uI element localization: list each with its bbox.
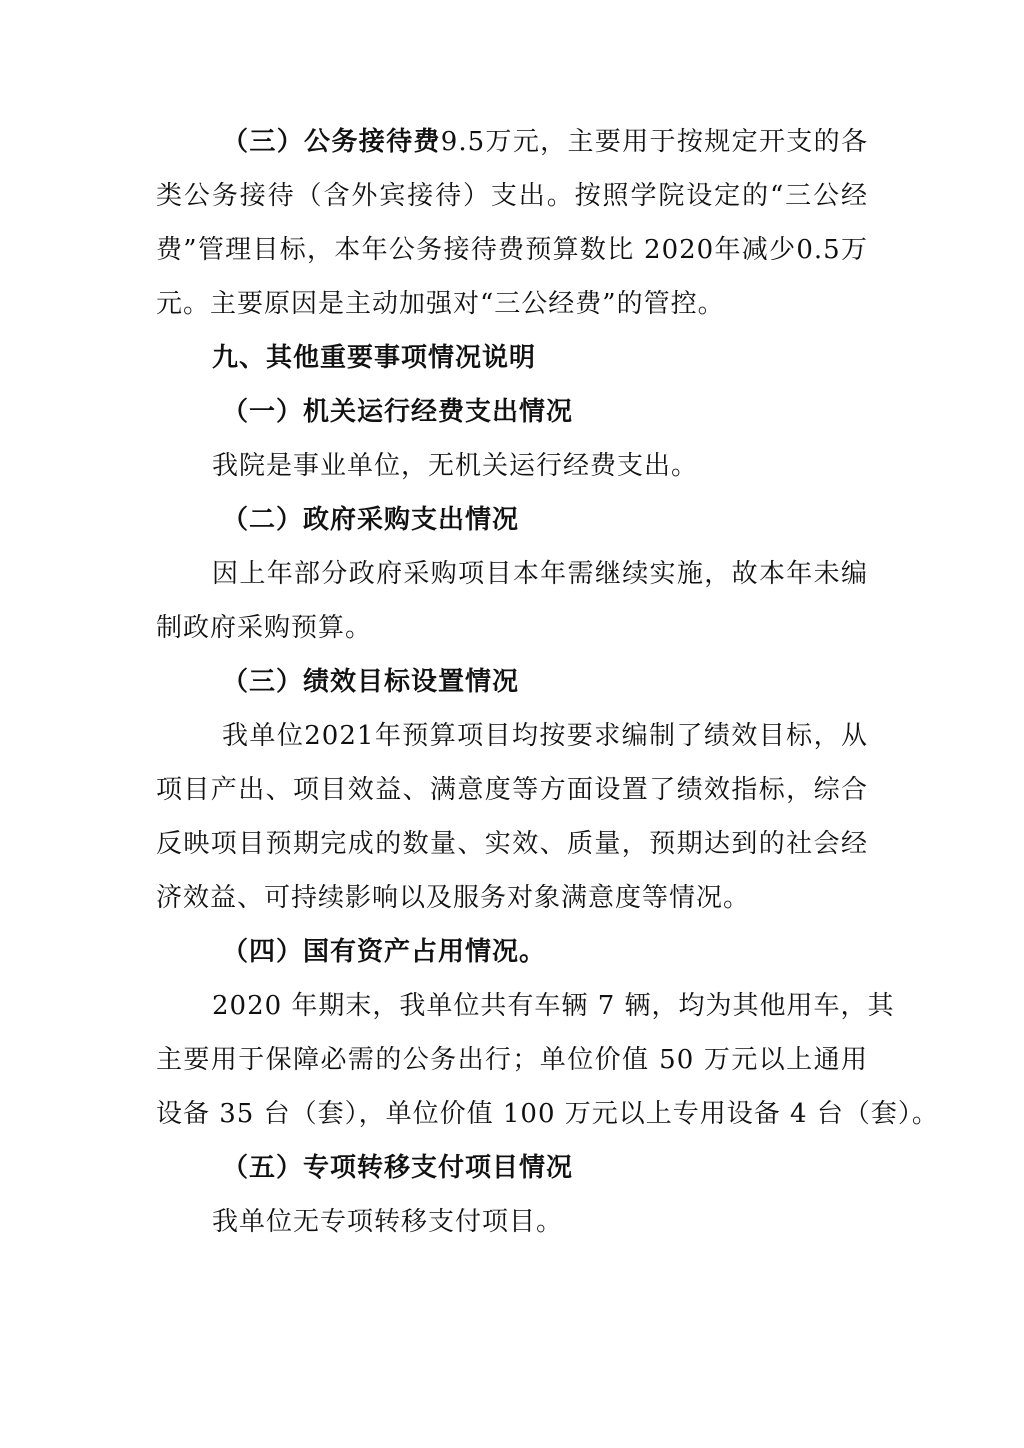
subsection-heading-procurement: （二）政府采购支出情况 xyxy=(222,505,520,535)
paragraph-line: 主要用于保障必需的公务出行；单位价值 50 万元以上通用 xyxy=(156,1045,868,1075)
paragraph-line: 制政府采购预算。 xyxy=(156,613,373,643)
paragraph-line: 费”管理目标，本年公务接待费预算数比 2020年减少0.5万 xyxy=(156,235,868,265)
paragraph-line: 反映项目预期完成的数量、实效、质量，预期达到的社会经 xyxy=(156,829,868,859)
paragraph-line: 我院是事业单位，无机关运行经费支出。 xyxy=(212,451,699,481)
subsection-heading-performance: （三）绩效目标设置情况 xyxy=(222,667,520,697)
paragraph-line: 2020 年期末，我单位共有车辆 7 辆，均为其他用车，其 xyxy=(212,991,895,1021)
subsection-heading-state-assets: （四）国有资产占用情况。 xyxy=(222,937,547,967)
section-public-reception-line-1: （三）公务接待费9.5万元，主要用于按规定开支的各 xyxy=(222,127,868,157)
paragraph-line: 我单位无专项转移支付项目。 xyxy=(212,1207,564,1237)
paragraph-line: 济效益、可持续影响以及服务对象满意度等情况。 xyxy=(156,883,751,913)
paragraph-line: 设备 35 台（套），单位价值 100 万元以上专用设备 4 台（套）。 xyxy=(156,1099,939,1129)
section-heading-reception: （三）公务接待费 xyxy=(222,127,441,157)
subsection-heading-transfer-payments: （五）专项转移支付项目情况 xyxy=(222,1153,574,1183)
paragraph-line: 因上年部分政府采购项目本年需继续实施，故本年未编 xyxy=(212,559,868,589)
paragraph-line: 项目产出、项目效益、满意度等方面设置了绩效指标，综合 xyxy=(156,775,868,805)
paragraph-line: 类公务接待（含外宾接待）支出。按照学院设定的“三公经 xyxy=(156,181,868,211)
paragraph-line: 元。主要原因是主动加强对“三公经费”的管控。 xyxy=(156,289,725,319)
section-heading-other-matters: 九、其他重要事项情况说明 xyxy=(212,343,537,373)
paragraph-line: 我单位2021年预算项目均按要求编制了绩效目标，从 xyxy=(222,721,868,751)
subsection-heading-operating-expenses: （一）机关运行经费支出情况 xyxy=(222,397,574,427)
